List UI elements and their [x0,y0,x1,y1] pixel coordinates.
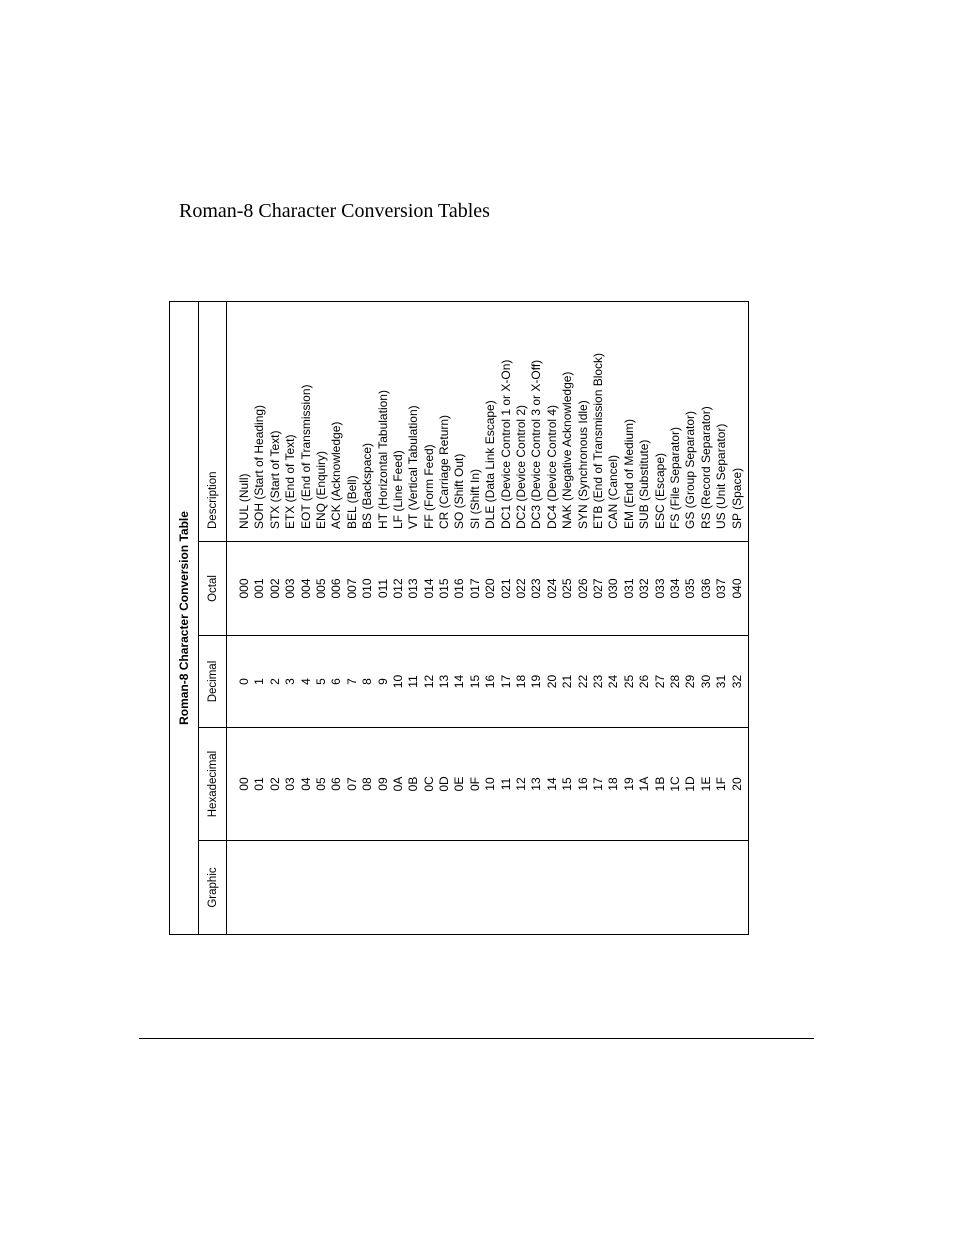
hex-cell: 00 [237,777,251,791]
description-cell: SO (Shift Out) [452,453,467,529]
decimal-cell: 0 [237,678,251,685]
hex-cell: 04 [298,777,313,791]
octal-cell: 015 [437,578,452,599]
description-cell: ETB (End of Transmission Block) [590,352,605,529]
decimal-cell: 4 [298,678,313,685]
octal-cell: 022 [514,578,529,599]
hex-cell: 1A [637,776,652,792]
description-cell: LF (Line Feed) [390,450,405,529]
page-heading: Roman-8 Character Conversion Tables [179,200,490,222]
decimal-cell: 18 [514,674,529,689]
hex-cell: 1C [667,776,682,792]
description-cell: ACK (Acknowledge) [329,421,344,529]
decimal-cell: 31 [714,674,729,689]
decimal-cell: 24 [606,674,621,689]
decimal-cell: 13 [437,674,452,689]
description-cell: SYN (Synchronous Idle) [575,400,590,529]
description-cell: SUB (Substitute) [637,439,652,529]
description-cell: STX (Start of Text) [267,430,282,529]
decimal-cell: 32 [729,674,744,689]
decimal-cell: 8 [360,678,375,685]
hex-column [199,727,748,840]
octal-cell: 023 [529,578,544,599]
octal-cell: 014 [421,578,436,599]
decimal-cell: 7 [344,678,359,685]
hex-cell: 05 [313,777,328,791]
hex-cell: 18 [606,777,621,791]
hex-cell: 06 [329,777,344,791]
footer-rule [139,1038,814,1039]
hex-cell: 19 [621,777,636,791]
octal-cell: 011 [375,578,390,599]
description-cell: SI (Shift In) [467,468,482,529]
description-cell: DC3 (Device Control 3 or X-Off) [529,359,544,529]
description-cell: US (Unit Separator) [714,423,729,529]
hex-cell: 1D [683,776,698,792]
octal-cell: 016 [452,578,467,599]
hex-cell: 10 [483,777,498,791]
octal-cell: 036 [698,578,713,599]
hex-cell: 0A [390,776,405,792]
description-cell: ESC (Escape) [652,452,667,529]
description-cell: NAK (Negative Acknowledge) [560,371,575,529]
hex-cell: 16 [575,777,590,791]
decimal-cell: 9 [375,678,390,685]
description-cell: BEL (Bell) [344,475,359,529]
octal-cell: 037 [714,578,729,599]
hex-cell: 20 [729,777,744,791]
graphic-header: Graphic [199,841,227,934]
octal-cell: 040 [729,578,744,599]
description-cell: DLE (Data Link Escape) [483,400,498,529]
octal-cell: 031 [621,578,636,599]
decimal-cell: 15 [467,674,482,689]
octal-cell: 030 [606,578,621,599]
octal-cell: 020 [483,578,498,599]
decimal-cell: 26 [637,674,652,689]
decimal-cell: 14 [452,674,467,689]
decimal-cell: 5 [313,678,328,685]
octal-column [199,541,748,635]
decimal-cell: 2 [267,678,282,685]
decimal-cell: 1 [252,678,267,685]
octal-cell: 026 [575,578,590,599]
description-cell: SP (Space) [729,467,744,529]
octal-cell: 002 [267,578,282,599]
description-cell: RS (Record Separator) [698,406,713,529]
octal-cell: 010 [360,578,375,599]
conversion-table [169,301,749,935]
decimal-cell: 28 [667,674,682,689]
octal-cell: 025 [560,578,575,599]
octal-cell: 027 [590,578,605,599]
octal-cell: 017 [467,578,482,599]
graphic-column [199,840,748,934]
octal-cell: 007 [344,578,359,599]
hex-cell: 17 [590,777,605,791]
octal-cell: 021 [498,578,513,599]
hex-cell: 1E [698,776,713,792]
description-cell: EM (End of Medium) [621,418,636,529]
hex-cell: 09 [375,777,390,791]
octal-cell: 033 [652,578,667,599]
octal-cell: 006 [329,578,344,599]
octal-cell: 032 [637,578,652,599]
hex-cell: 14 [544,777,559,791]
decimal-cell: 20 [544,674,559,689]
octal-cell: 003 [283,578,298,599]
description-cell: CR (Carriage Return) [437,414,452,529]
hex-cell: 03 [283,777,298,791]
hex-cells [237,728,745,840]
hex-cell: 08 [360,777,375,791]
hex-cell: 12 [514,777,529,791]
table-caption: Roman-8 Character Conversion Table [170,302,199,934]
description-cell: DC1 (Device Control 1 or X-On) [498,359,513,529]
hex-cell: 02 [267,777,282,791]
hex-cell: 0D [437,776,452,792]
description-cell: DC4 (Device Control 4) [544,404,559,529]
description-cell: NUL (Null) [237,473,251,529]
decimal-cells [237,636,745,727]
octal-cell: 012 [390,578,405,599]
hex-cell: 13 [529,777,544,791]
octal-cell: 024 [544,578,559,599]
hex-cell: 0C [421,776,436,792]
decimal-cell: 3 [283,678,298,685]
description-cell: EOT (End of Transmission) [298,384,313,529]
octal-cell: 000 [237,578,251,599]
octal-cell: 013 [406,578,421,599]
description-column [199,302,748,541]
hex-cell: 0E [452,776,467,792]
octal-cell: 005 [313,578,328,599]
hex-cell: 1F [714,777,729,792]
decimal-cell: 23 [590,674,605,689]
description-cell: ENQ (Enquiry) [313,450,328,529]
decimal-cell: 29 [683,674,698,689]
decimal-cell: 19 [529,674,544,689]
octal-header: Octal [199,542,227,635]
hex-cell: 11 [498,777,513,791]
hex-cell: 07 [344,777,359,791]
decimal-cell: 22 [575,674,590,689]
decimal-column [199,635,748,727]
decimal-cell: 16 [483,674,498,689]
description-cell: ETX (End of Text) [283,434,298,529]
description-cell: FF (Form Feed) [421,444,436,529]
hex-cell: 0B [406,776,421,792]
description-cell: SOH (Start of Heading) [252,404,267,529]
hex-cell: 15 [560,777,575,791]
decimal-cell: 30 [698,674,713,689]
description-cell: DC2 (Device Control 2) [514,404,529,529]
conversion-table-frame [169,301,749,935]
decimal-cell: 25 [621,674,636,689]
octal-cell: 034 [667,578,682,599]
octal-cell: 001 [252,578,267,599]
octal-cells [237,542,745,635]
decimal-cell: 27 [652,674,667,689]
decimal-cell: 21 [560,674,575,689]
octal-cell: 035 [683,578,698,599]
hex-cell: 01 [252,777,267,791]
description-cell: BS (Backspace) [360,442,375,529]
description-cell: FS (File Separator) [667,426,682,529]
decimal-cell: 10 [390,674,405,689]
decimal-header: Decimal [199,636,227,727]
hex-cell: 0F [467,777,482,792]
description-header: Description [199,302,227,541]
description-cell: HT (Horizontal Tabulation) [375,390,390,529]
decimal-cell: 17 [498,674,513,689]
description-cell: GS (Group Separator) [683,410,698,529]
octal-cell: 004 [298,578,313,599]
hex-header: Hexadecimal [199,728,227,840]
description-cells [237,302,745,541]
description-cell: VT (Vertical Tabulation) [406,405,421,529]
decimal-cell: 11 [406,675,421,688]
decimal-cell: 6 [329,678,344,685]
hex-cell: 1B [652,776,667,792]
description-cell: CAN (Cancel) [606,454,621,529]
decimal-cell: 12 [421,674,436,689]
